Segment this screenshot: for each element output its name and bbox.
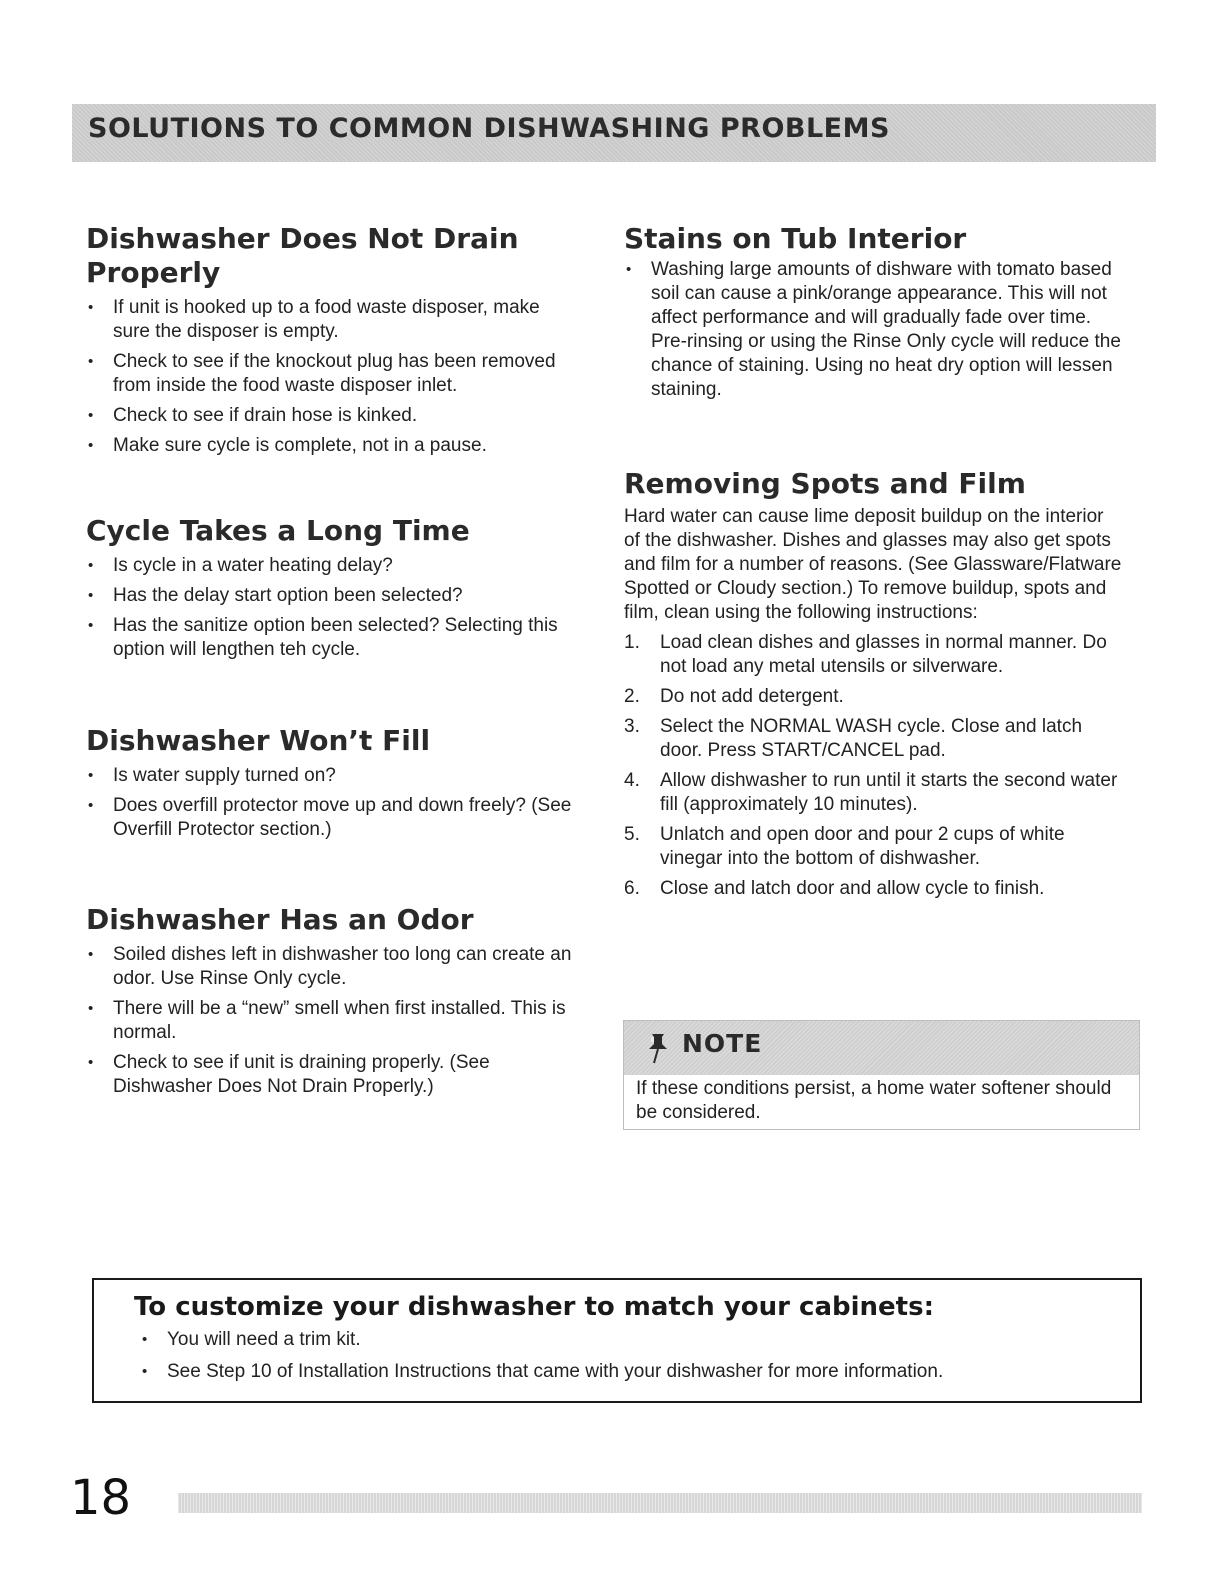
list-item: • Is cycle in a water heating delay? bbox=[86, 554, 576, 578]
section-title: Dishwasher Does Not Drain Properly bbox=[86, 222, 519, 289]
list-item: • Does overfill protector move up and down freely? (See Overfill Protector section.) bbox=[86, 794, 576, 842]
list-item bbox=[624, 685, 1124, 709]
pushpin-icon bbox=[644, 1031, 672, 1065]
list-item bbox=[624, 769, 1124, 817]
list-item: • If unit is hooked up to a food waste disposer, make sure the disposer is empty. bbox=[86, 296, 576, 344]
section-title: Removing Spots and Film bbox=[624, 467, 1026, 500]
list-item: • Has the sanitize option been selected? Selecting this option will lengthen teh cycle. bbox=[86, 614, 576, 662]
page-title: SOLUTIONS TO COMMON DISHWASHING PROBLEMS bbox=[88, 113, 890, 144]
list-item: • Soiled dishes left in dishwasher too long can create an odor. Use Rinse Only cycle. bbox=[86, 943, 576, 991]
bullet-list bbox=[86, 296, 576, 458]
step-number: 5. bbox=[624, 824, 640, 845]
section-cycle bbox=[86, 514, 576, 668]
list-item: • Washing large amounts of dishware with tomato based soil can cause a pink/orange appearance. This will not affect performance and will gradually fade over time. Pre-rinsing or using the Rinse Only cycle will reduce the chance of staining. Using no heat dry option will lessen staining. bbox=[624, 258, 1124, 402]
section-header-band bbox=[72, 104, 1156, 162]
step-number: 1. bbox=[624, 632, 640, 653]
list-item: • Make sure cycle is complete, not in a pause. bbox=[86, 434, 576, 458]
customize-box bbox=[92, 1278, 1142, 1403]
step-text: Do not add detergent. bbox=[660, 686, 844, 707]
step-text: Unlatch and open door and pour 2 cups of white vinegar into the bottom of dishwasher. bbox=[660, 824, 1065, 869]
step-number: 2. bbox=[624, 686, 640, 707]
note-text: If these conditions persist, a home water softener should be considered. bbox=[636, 1078, 1112, 1123]
section-title: Stains on Tub Interior bbox=[624, 222, 967, 255]
list-item: • Has the delay start option been selected? bbox=[86, 584, 576, 608]
list-item: • See Step 10 of Installation Instructions that came with your dishwasher for more information. bbox=[140, 1360, 1100, 1384]
list-item: • Is water supply turned on? bbox=[86, 764, 576, 788]
note-label: NOTE bbox=[682, 1029, 763, 1058]
list-item: • Check to see if the knockout plug has been removed from inside the food waste disposer inlet. bbox=[86, 350, 576, 398]
step-number: 3. bbox=[624, 716, 640, 737]
customize-title: To customize your dishwasher to match your cabinets: bbox=[134, 1292, 934, 1322]
bullet-list bbox=[624, 258, 1124, 402]
list-item bbox=[624, 877, 1124, 901]
numbered-list bbox=[624, 631, 1124, 901]
section-odor bbox=[86, 903, 576, 1105]
list-item: • Check to see if unit is draining properly. (See Dishwasher Does Not Drain Properly.) bbox=[86, 1051, 576, 1099]
list-item bbox=[624, 715, 1124, 763]
step-text: Allow dishwasher to run until it starts the second water fill (approximately 10 minutes). bbox=[660, 770, 1118, 815]
list-item bbox=[624, 631, 1124, 679]
step-text: Close and latch door and allow cycle to finish. bbox=[660, 878, 1045, 899]
section-title: Dishwasher Has an Odor bbox=[86, 903, 474, 936]
note-header bbox=[624, 1021, 1139, 1075]
section-drain bbox=[86, 222, 576, 464]
list-item: • Check to see if drain hose is kinked. bbox=[86, 404, 576, 428]
step-text: Load clean dishes and glasses in normal manner. Do not load any metal utensils or silverware. bbox=[660, 632, 1107, 677]
section-fill bbox=[86, 724, 576, 848]
section-intro: Hard water can cause lime deposit buildup on the interior of the dishwasher. Dishes and glasses may also get spots and film for a number of reasons. (See Glassware/Flatware Spotted or Cloudy section.) To remove buildup, spots and film, clean using the following instructions: bbox=[624, 506, 1122, 623]
section-spots bbox=[624, 467, 1124, 907]
step-number: 4. bbox=[624, 770, 640, 791]
step-text: Select the NORMAL WASH cycle. Close and latch door. Press START/CANCEL pad. bbox=[660, 716, 1083, 761]
page-number: 18 bbox=[70, 1470, 132, 1526]
list-item bbox=[624, 823, 1124, 871]
step-number: 6. bbox=[624, 878, 640, 899]
footer-band bbox=[178, 1493, 1142, 1513]
section-title: Cycle Takes a Long Time bbox=[86, 514, 470, 547]
bullet-list bbox=[86, 764, 576, 842]
section-title: Dishwasher Won’t Fill bbox=[86, 724, 431, 757]
section-stains bbox=[624, 222, 1124, 408]
list-item: • There will be a “new” smell when first installed. This is normal. bbox=[86, 997, 576, 1045]
bullet-list bbox=[140, 1328, 1100, 1392]
note-box bbox=[623, 1020, 1140, 1130]
bullet-list bbox=[86, 943, 576, 1099]
list-item: • You will need a trim kit. bbox=[140, 1328, 1100, 1352]
bullet-list bbox=[86, 554, 576, 662]
